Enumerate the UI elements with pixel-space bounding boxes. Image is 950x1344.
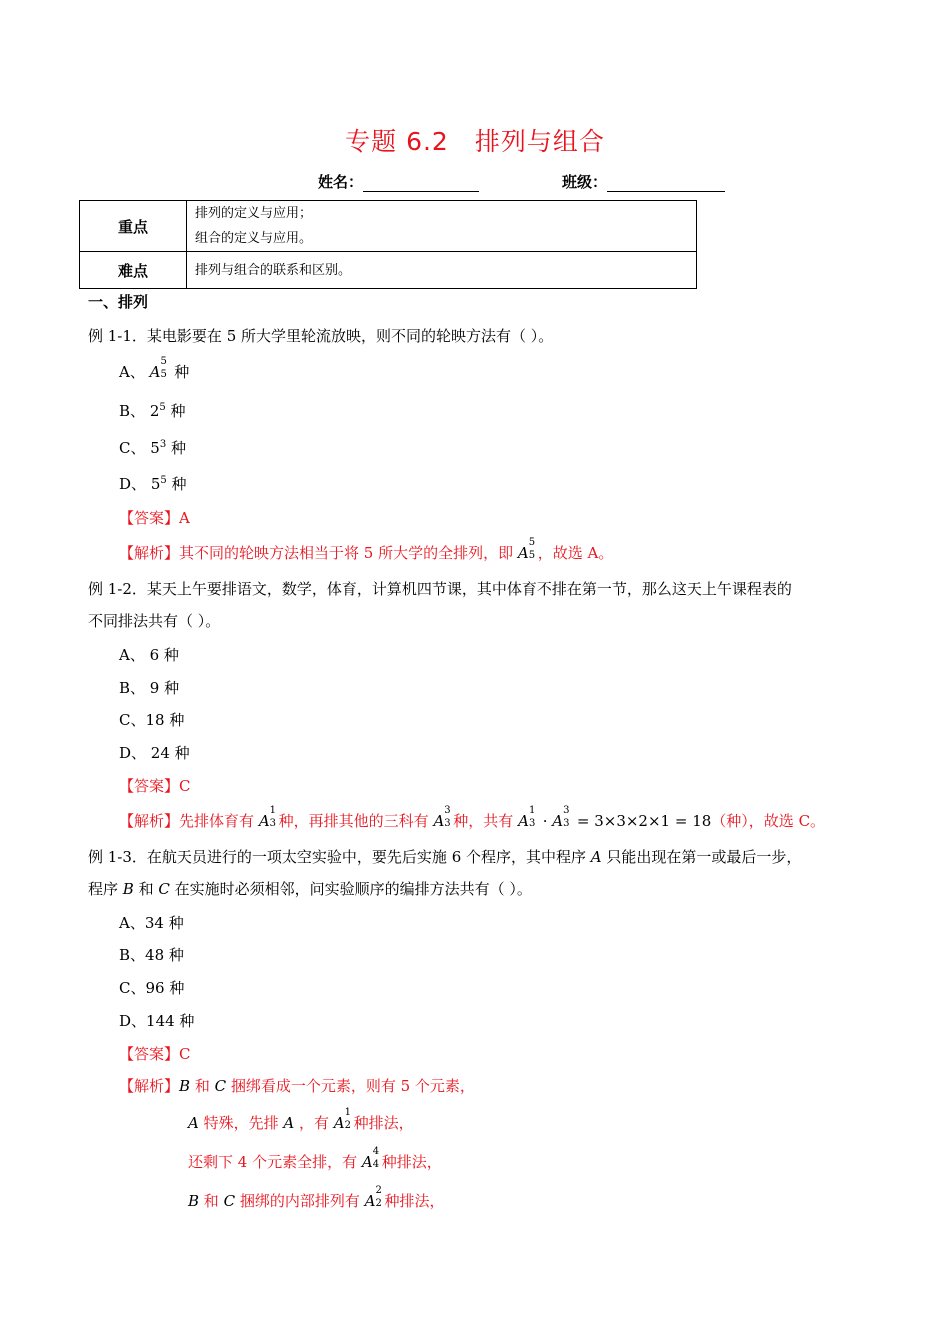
superscript: 3 bbox=[159, 439, 167, 450]
option-base: 5 bbox=[150, 475, 161, 493]
var-a: A bbox=[283, 1114, 295, 1132]
stem-text: 只能出现在第一或最后一步， bbox=[601, 848, 802, 866]
option-c: C、96 种 bbox=[119, 979, 185, 997]
question-stem bbox=[88, 846, 801, 867]
keypoint-line: 组合的定义与应用。 bbox=[195, 231, 313, 246]
superscript: 5 bbox=[160, 475, 167, 486]
answer-label: 【答案】 bbox=[119, 1045, 180, 1063]
analysis-text: 和 bbox=[190, 1077, 215, 1095]
analysis-text: 种排法， bbox=[353, 1114, 414, 1132]
option-b: B、48 种 bbox=[119, 946, 184, 964]
keypoint-label: 难点 bbox=[80, 252, 187, 289]
analysis-text: 种，再排其他的三科有 bbox=[278, 812, 429, 830]
option-c bbox=[119, 437, 186, 458]
analysis-text: 和 bbox=[199, 1192, 224, 1210]
section-heading: 一、排列 bbox=[88, 293, 149, 311]
analysis-text: 其不同的轮映方法相当于将 5 所大学的全排列，即 bbox=[179, 544, 514, 562]
perm-symbol: A bbox=[258, 812, 270, 830]
superscript: 5 bbox=[160, 356, 167, 367]
analysis-label: 【解析】 bbox=[119, 812, 180, 830]
name-field bbox=[318, 171, 479, 192]
keypoint-row bbox=[80, 201, 697, 252]
option-d: D、 24 种 bbox=[119, 744, 190, 762]
name-label: 姓名： bbox=[318, 173, 364, 191]
analysis-text: 还剩下 4 个元素全排，有 bbox=[188, 1153, 358, 1171]
option-b: B、 9 种 bbox=[119, 679, 180, 697]
option-prefix: C、 bbox=[119, 439, 146, 457]
analysis-text: （种），故选 C。 bbox=[711, 812, 826, 830]
option-suffix: 种 bbox=[171, 475, 187, 493]
option-prefix: A、 bbox=[119, 363, 145, 381]
analysis-text: ，故选 A。 bbox=[537, 544, 614, 562]
page-title bbox=[0, 122, 950, 158]
option-suffix: 种 bbox=[174, 363, 190, 381]
answer-value: C bbox=[179, 777, 191, 795]
perm-symbol: A bbox=[333, 1114, 345, 1132]
var-c: C bbox=[158, 880, 170, 898]
stem-text: 例 1-3．在航天员进行的一项太空实验中，要先后实施 6 个程序，其中程序 bbox=[88, 848, 591, 866]
title-main: 专题 6.2 bbox=[345, 127, 449, 156]
perm-symbol: A bbox=[517, 544, 529, 562]
analysis-label: 【解析】 bbox=[119, 1077, 180, 1095]
option-d bbox=[119, 473, 187, 494]
analysis-line bbox=[119, 805, 826, 831]
analysis-line bbox=[119, 1075, 475, 1096]
formula-result: = 3×3×2×1 = 18 bbox=[576, 812, 712, 830]
superscript: 5 bbox=[159, 402, 166, 413]
option-prefix: B、 bbox=[119, 402, 146, 420]
analysis-text: 种，共有 bbox=[453, 812, 514, 830]
var-b: B bbox=[122, 880, 134, 898]
var-a: A bbox=[590, 848, 602, 866]
analysis-label: 【解析】 bbox=[119, 544, 180, 562]
var-a: A bbox=[188, 1114, 199, 1132]
perm-script: 5 5 bbox=[528, 537, 536, 561]
answer-label: 【答案】 bbox=[119, 777, 180, 795]
question-stem bbox=[88, 878, 532, 899]
answer-line bbox=[119, 775, 191, 796]
option-a: A、 6 种 bbox=[119, 646, 179, 664]
stem-text: 在实施时必须相邻，问实验顺序的编排方法共有（ ）。 bbox=[169, 880, 532, 898]
class-label: 班级： bbox=[562, 173, 608, 191]
analysis-line bbox=[188, 1185, 445, 1211]
analysis-line bbox=[188, 1107, 414, 1133]
answer-value: C bbox=[179, 1045, 191, 1063]
analysis-text: ，有 bbox=[294, 1114, 330, 1132]
analysis-text: 捆绑看成一个元素，则有 5 个元素， bbox=[226, 1077, 475, 1095]
answer-line bbox=[119, 1043, 191, 1064]
keypoint-line: 排列与组合的联系和区别。 bbox=[195, 262, 352, 278]
class-field bbox=[562, 171, 725, 192]
option-a bbox=[119, 356, 190, 382]
stem-text: 和 bbox=[133, 880, 159, 898]
title-sub: 排列与组合 bbox=[474, 127, 605, 156]
name-blank bbox=[363, 177, 479, 192]
option-suffix: 种 bbox=[170, 439, 186, 457]
option-base: 2 bbox=[149, 402, 160, 420]
analysis-line bbox=[188, 1146, 442, 1172]
keypoints-table bbox=[79, 200, 697, 289]
option-b bbox=[119, 400, 186, 421]
keypoint-line: 排列的定义与应用； bbox=[195, 206, 313, 221]
question-stem: 例 1-1．某电影要在 5 所大学里轮流放映，则不同的轮映方法有（ ）。 bbox=[88, 327, 554, 345]
perm-symbol: A bbox=[433, 812, 445, 830]
perm-script: 3 3 bbox=[444, 805, 451, 829]
stem-text: 程序 bbox=[88, 880, 123, 898]
option-suffix: 种 bbox=[170, 402, 186, 420]
perm-symbol: A bbox=[364, 1192, 376, 1210]
question-stem: 例 1-2．某天上午要排语文，数学，体育，计算机四节课，其中体育不排在第一节，那么这天上午课程表的 bbox=[88, 580, 792, 598]
answer-label: 【答案】 bbox=[119, 509, 180, 527]
var-c: C bbox=[214, 1077, 227, 1095]
perm-script: 1 3 bbox=[269, 805, 277, 829]
question-stem: 不同排法共有（ ）。 bbox=[88, 612, 221, 630]
perm-script: 2 2 bbox=[375, 1185, 382, 1209]
analysis-text: 种排法， bbox=[384, 1192, 445, 1210]
keypoint-content bbox=[187, 252, 697, 289]
option-base: 5 bbox=[150, 439, 160, 457]
keypoint-label: 重点 bbox=[80, 201, 187, 252]
analysis-text: 特殊，先排 bbox=[198, 1114, 284, 1132]
var-c: C bbox=[223, 1192, 236, 1210]
class-blank bbox=[607, 177, 725, 192]
option-d: D、144 种 bbox=[119, 1012, 195, 1030]
analysis-text: 先排体育有 bbox=[179, 812, 255, 830]
option-base: A bbox=[149, 363, 161, 381]
keypoint-row bbox=[80, 252, 697, 289]
var-b: B bbox=[188, 1192, 200, 1210]
var-b: B bbox=[179, 1077, 191, 1095]
answer-line bbox=[119, 507, 190, 528]
option-c: C、18 种 bbox=[119, 711, 185, 729]
subscript: 5 bbox=[160, 369, 167, 380]
answer-value: A bbox=[179, 509, 190, 527]
analysis-text: 捆绑的内部排列有 bbox=[235, 1192, 360, 1210]
option-prefix: D、 bbox=[119, 475, 147, 493]
perm-script: 1 2 bbox=[344, 1107, 352, 1131]
formula: A 1 3 · A 3 3 bbox=[518, 805, 570, 830]
analysis-line bbox=[119, 537, 614, 563]
keypoint-content bbox=[187, 201, 697, 252]
option-a: A、34 种 bbox=[119, 914, 184, 932]
perm-symbol: A bbox=[361, 1153, 373, 1171]
option-script bbox=[160, 356, 169, 380]
analysis-text: 种排法， bbox=[381, 1153, 442, 1171]
perm-script: 4 4 bbox=[372, 1146, 380, 1170]
